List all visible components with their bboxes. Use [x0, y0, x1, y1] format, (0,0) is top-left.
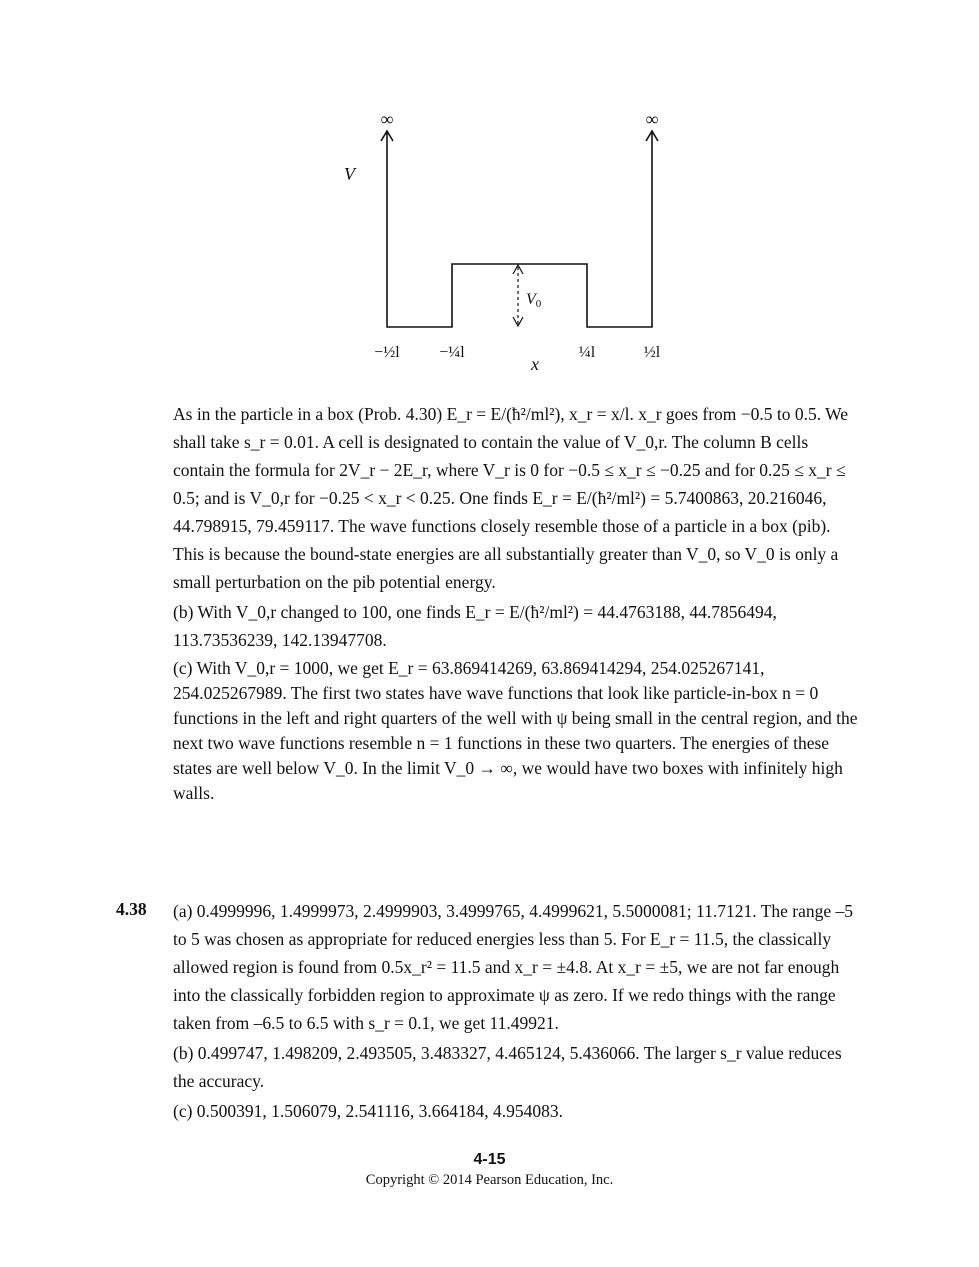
- paragraph-part-a: As in the particle in a box (Prob. 4.30) E_r = E/(ħ²/ml²), x_r = x/l. x_r goes from −0.5 to 0.5. We shall take s_r = 0.01. A cell is designated to contain the value of V_0,r. The column B cells contain the formula for 2V_r − 2E_r, where V_r is 0 for −0.5 ≤ x_r ≤ −0.25 and for 0.25 ≤ x_r ≤ 0.5; and is V_0,r for −0.25 < x_r < 0.25. One finds E_r = E/(ħ²/ml²) = 5.7400863, 20.216046, 44.798915, 79.459117. The wave functions closely resemble those of a particle in a box (pib). This is because the bound-state energies are all substantially greater than V_0, so V_0 is only a small perturbation on the pib potential energy.: [173, 404, 849, 592]
- v0-label: V0: [526, 291, 542, 310]
- tick-label-half: ½l: [643, 344, 661, 361]
- problem-part-a: (a) 0.4999996, 1.4999973, 2.4999903, 3.4999765, 4.4999621, 5.5000081; 11.7121. The range –5 to 5 was chosen as appropriate for reduced energies less than 5. For E_r = 11.5, the classically allowed region is found from 0.5x_r² = 11.5 and x_r = ±4.8. At x_r = ±5, we are not far enough into the classically forbidden region to approximate ψ as zero. If we redo things with the range taken from –6.5 to 6.5 with s_r = 0.1, we get 11.49921.: [173, 901, 854, 1033]
- solution-text: [173, 400, 863, 808]
- tick-label-minus-half: −½l: [374, 344, 400, 361]
- problem-part-c: (c) 0.500391, 1.506079, 2.541116, 3.664184, 4.954083.: [173, 1101, 563, 1121]
- copyright-notice: Copyright © 2014 Pearson Education, Inc.: [365, 1172, 614, 1188]
- problem-number: 4.38: [116, 899, 147, 919]
- problem-part-b: (b) 0.499747, 1.498209, 2.493505, 3.483327, 4.465124, 5.436066. The larger s_r value reduces the accuracy.: [173, 1043, 842, 1091]
- infinity-label-right: ∞: [645, 109, 659, 129]
- well-outline: [387, 145, 652, 327]
- page-number: 4-15: [473, 1151, 506, 1168]
- x-axis-label: x: [531, 354, 539, 374]
- infinity-label-left: ∞: [380, 109, 394, 129]
- potential-well-diagram: [330, 105, 710, 380]
- v-axis-label: V: [344, 164, 355, 184]
- tick-label-quarter: ¼l: [578, 344, 596, 361]
- tick-label-minus-quarter: −¼l: [439, 344, 465, 361]
- paragraph-part-b: (b) With V_0,r changed to 100, one finds E_r = E/(ħ²/ml²) = 44.4763188, 44.7856494, 113.73536239, 142.13947708.: [173, 602, 777, 650]
- paragraph-part-c: (c) With V_0,r = 1000, we get E_r = 63.869414269, 63.869414294, 254.025267141, 254.025267989. The first two states have wave functions that look like particle-in-box n = 0 functions in the left and right quarters of the well with ψ being small in the central region, and the next two wave functions resemble n = 1 functions in these two quarters. The energies of these states are well below V_0. In the limit V_0 → ∞, we would have two boxes with infinitely high walls.: [173, 658, 858, 803]
- problem-body: [173, 897, 863, 1127]
